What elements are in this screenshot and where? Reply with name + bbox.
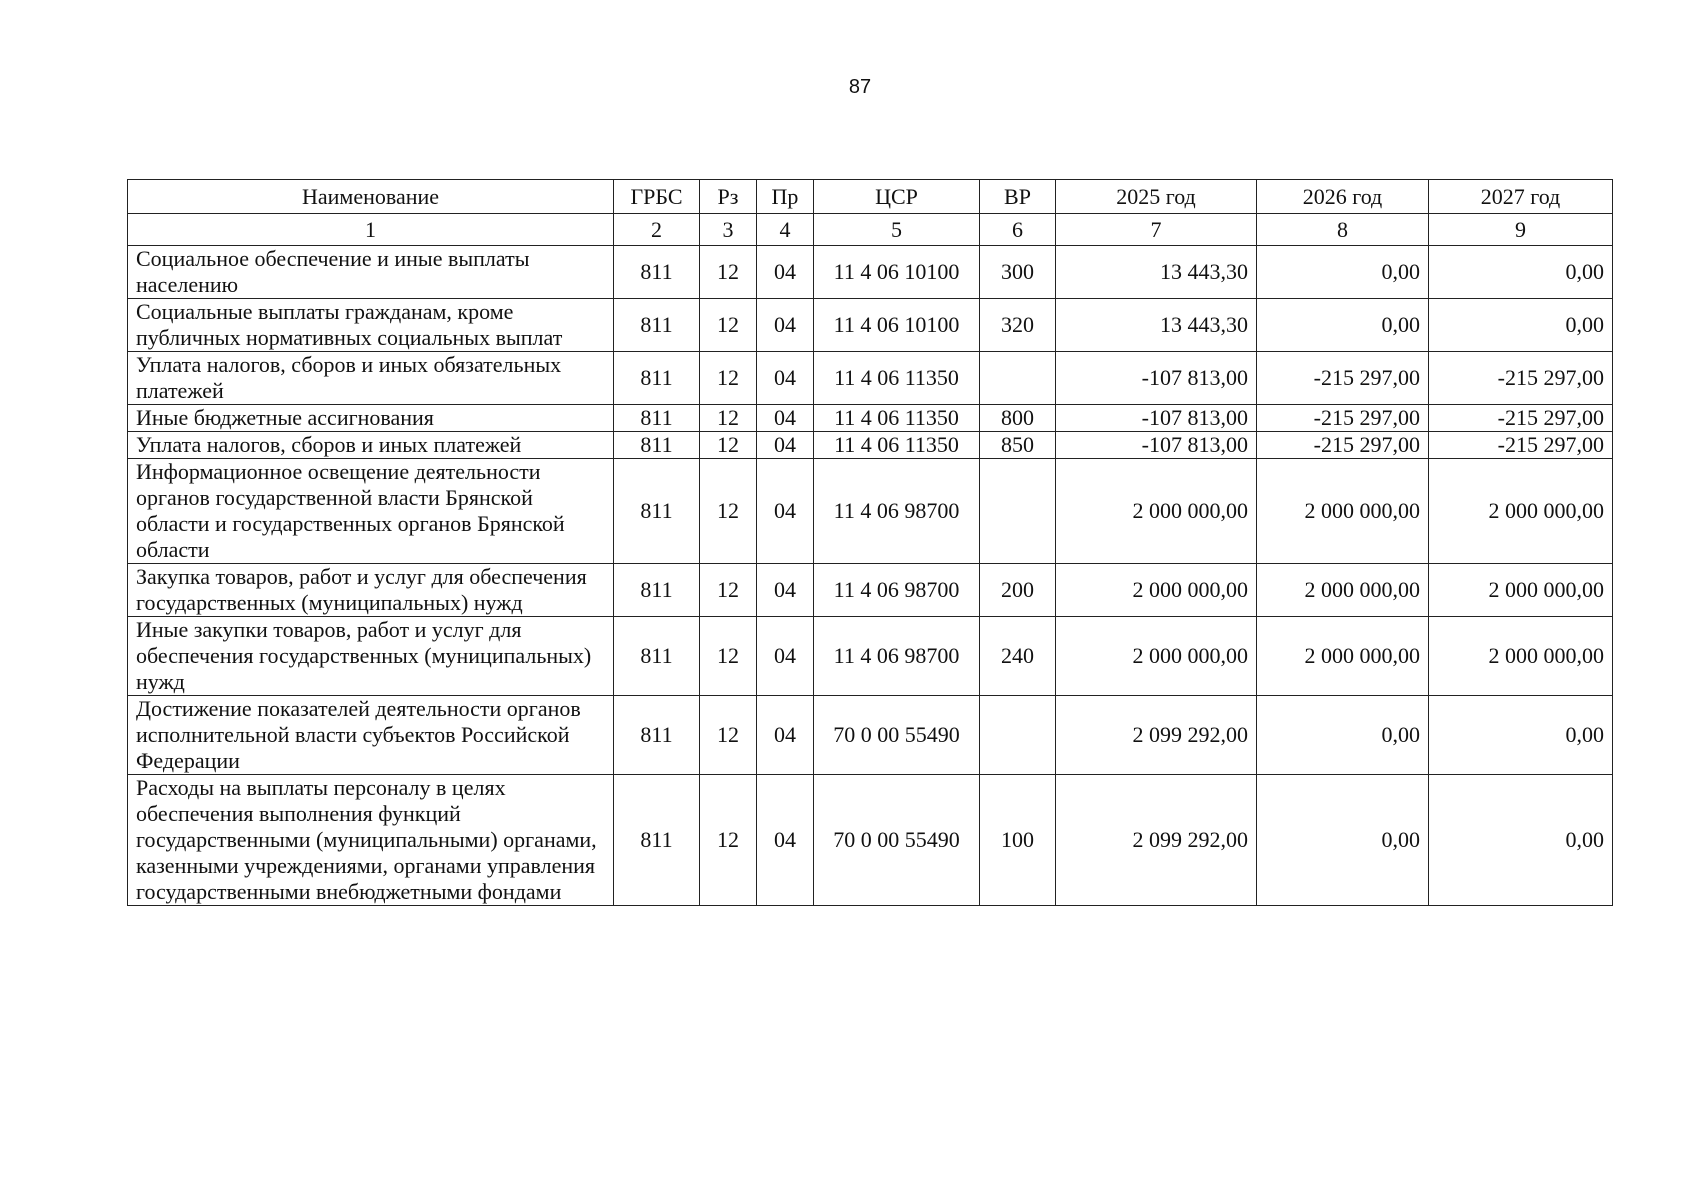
row-vr: 850 (980, 432, 1056, 459)
row-pr: 04 (757, 617, 814, 696)
row-vr: 800 (980, 405, 1056, 432)
row-rz: 12 (700, 432, 757, 459)
row-amount-2026: 2 000 000,00 (1257, 617, 1429, 696)
table-row (128, 775, 1613, 906)
row-csr: 11 4 06 98700 (814, 617, 980, 696)
row-amount-2026: -215 297,00 (1257, 432, 1429, 459)
column-number-row (128, 214, 1613, 246)
row-rz: 12 (700, 617, 757, 696)
row-amount-2027: 0,00 (1429, 696, 1613, 775)
row-csr: 11 4 06 10100 (814, 246, 980, 299)
row-amount-2027: -215 297,00 (1429, 352, 1613, 405)
row-rz: 12 (700, 564, 757, 617)
row-amount-2025: 2 000 000,00 (1056, 617, 1257, 696)
table-header (128, 180, 1613, 246)
row-name: Иные закупки товаров, работ и услуг для обеспечения государственных (муниципальных) нужд (128, 617, 614, 696)
row-csr: 11 4 06 11350 (814, 432, 980, 459)
row-amount-2026: -215 297,00 (1257, 405, 1429, 432)
column-number: 2 (614, 214, 700, 246)
row-amount-2027: 0,00 (1429, 299, 1613, 352)
row-amount-2025: 2 099 292,00 (1056, 696, 1257, 775)
row-pr: 04 (757, 564, 814, 617)
row-grbs: 811 (614, 299, 700, 352)
row-amount-2025: 2 099 292,00 (1056, 775, 1257, 906)
column-number: 4 (757, 214, 814, 246)
table-body (128, 246, 1613, 906)
row-grbs: 811 (614, 775, 700, 906)
column-number: 1 (128, 214, 614, 246)
row-amount-2025: 13 443,30 (1056, 246, 1257, 299)
row-csr: 11 4 06 10100 (814, 299, 980, 352)
column-number: 7 (1056, 214, 1257, 246)
row-rz: 12 (700, 459, 757, 564)
row-csr: 70 0 00 55490 (814, 696, 980, 775)
row-vr (980, 459, 1056, 564)
row-amount-2026: -215 297,00 (1257, 352, 1429, 405)
row-pr: 04 (757, 775, 814, 906)
row-grbs: 811 (614, 352, 700, 405)
row-amount-2027: 0,00 (1429, 246, 1613, 299)
header-2025: 2025 год (1056, 180, 1257, 214)
row-amount-2026: 0,00 (1257, 775, 1429, 906)
row-csr: 70 0 00 55490 (814, 775, 980, 906)
row-grbs: 811 (614, 564, 700, 617)
row-rz: 12 (700, 405, 757, 432)
page-number: 87 (848, 76, 872, 98)
row-pr: 04 (757, 696, 814, 775)
row-amount-2025: 2 000 000,00 (1056, 564, 1257, 617)
row-csr: 11 4 06 98700 (814, 459, 980, 564)
table-row (128, 696, 1613, 775)
row-amount-2027: 0,00 (1429, 775, 1613, 906)
table-row (128, 405, 1613, 432)
row-grbs: 811 (614, 459, 700, 564)
row-amount-2026: 2 000 000,00 (1257, 459, 1429, 564)
header-2026: 2026 год (1257, 180, 1429, 214)
row-grbs: 811 (614, 617, 700, 696)
header-row (128, 180, 1613, 214)
row-grbs: 811 (614, 696, 700, 775)
header-name: Наименование (128, 180, 614, 214)
row-vr (980, 352, 1056, 405)
row-name: Расходы на выплаты персоналу в целях обеспечения выполнения функций государственными (муниципальными) органами, казенными учреждениями, органами управления государственными внебюджетными фондами (128, 775, 614, 906)
row-amount-2027: -215 297,00 (1429, 432, 1613, 459)
row-name: Информационное освещение деятельности органов государственной власти Брянской области и государственных органов Брянской области (128, 459, 614, 564)
row-pr: 04 (757, 352, 814, 405)
row-amount-2025: -107 813,00 (1056, 405, 1257, 432)
row-pr: 04 (757, 299, 814, 352)
column-number: 9 (1429, 214, 1613, 246)
row-vr: 240 (980, 617, 1056, 696)
row-amount-2026: 0,00 (1257, 246, 1429, 299)
row-csr: 11 4 06 98700 (814, 564, 980, 617)
row-vr: 200 (980, 564, 1056, 617)
row-csr: 11 4 06 11350 (814, 352, 980, 405)
row-amount-2027: 2 000 000,00 (1429, 564, 1613, 617)
column-number: 3 (700, 214, 757, 246)
row-name: Уплата налогов, сборов и иных обязательных платежей (128, 352, 614, 405)
column-number: 6 (980, 214, 1056, 246)
row-rz: 12 (700, 246, 757, 299)
table-row (128, 617, 1613, 696)
row-amount-2026: 0,00 (1257, 299, 1429, 352)
table-row (128, 246, 1613, 299)
row-rz: 12 (700, 696, 757, 775)
column-number: 8 (1257, 214, 1429, 246)
table-row (128, 352, 1613, 405)
row-pr: 04 (757, 405, 814, 432)
row-name: Социальные выплаты гражданам, кроме публичных нормативных социальных выплат (128, 299, 614, 352)
header-grbs: ГРБС (614, 180, 700, 214)
row-amount-2025: 2 000 000,00 (1056, 459, 1257, 564)
row-pr: 04 (757, 459, 814, 564)
header-2027: 2027 год (1429, 180, 1613, 214)
row-grbs: 811 (614, 432, 700, 459)
row-name: Иные бюджетные ассигнования (128, 405, 614, 432)
row-amount-2025: -107 813,00 (1056, 432, 1257, 459)
header-rz: Рз (700, 180, 757, 214)
table-row (128, 432, 1613, 459)
header-vr: ВР (980, 180, 1056, 214)
row-name: Социальное обеспечение и иные выплаты населению (128, 246, 614, 299)
row-name: Достижение показателей деятельности органов исполнительной власти субъектов Российской Федерации (128, 696, 614, 775)
row-rz: 12 (700, 352, 757, 405)
row-amount-2027: 2 000 000,00 (1429, 459, 1613, 564)
row-amount-2025: 13 443,30 (1056, 299, 1257, 352)
header-csr: ЦСР (814, 180, 980, 214)
row-amount-2027: 2 000 000,00 (1429, 617, 1613, 696)
header-pr: Пр (757, 180, 814, 214)
row-amount-2025: -107 813,00 (1056, 352, 1257, 405)
row-name: Уплата налогов, сборов и иных платежей (128, 432, 614, 459)
table-row (128, 299, 1613, 352)
table-row (128, 459, 1613, 564)
row-rz: 12 (700, 775, 757, 906)
row-name: Закупка товаров, работ и услуг для обеспечения государственных (муниципальных) нужд (128, 564, 614, 617)
row-vr: 320 (980, 299, 1056, 352)
row-pr: 04 (757, 432, 814, 459)
row-amount-2026: 2 000 000,00 (1257, 564, 1429, 617)
row-rz: 12 (700, 299, 757, 352)
row-amount-2026: 0,00 (1257, 696, 1429, 775)
row-grbs: 811 (614, 405, 700, 432)
column-number: 5 (814, 214, 980, 246)
budget-table (127, 179, 1613, 906)
row-csr: 11 4 06 11350 (814, 405, 980, 432)
row-amount-2027: -215 297,00 (1429, 405, 1613, 432)
row-vr: 300 (980, 246, 1056, 299)
row-pr: 04 (757, 246, 814, 299)
table-row (128, 564, 1613, 617)
row-vr (980, 696, 1056, 775)
row-vr: 100 (980, 775, 1056, 906)
row-grbs: 811 (614, 246, 700, 299)
